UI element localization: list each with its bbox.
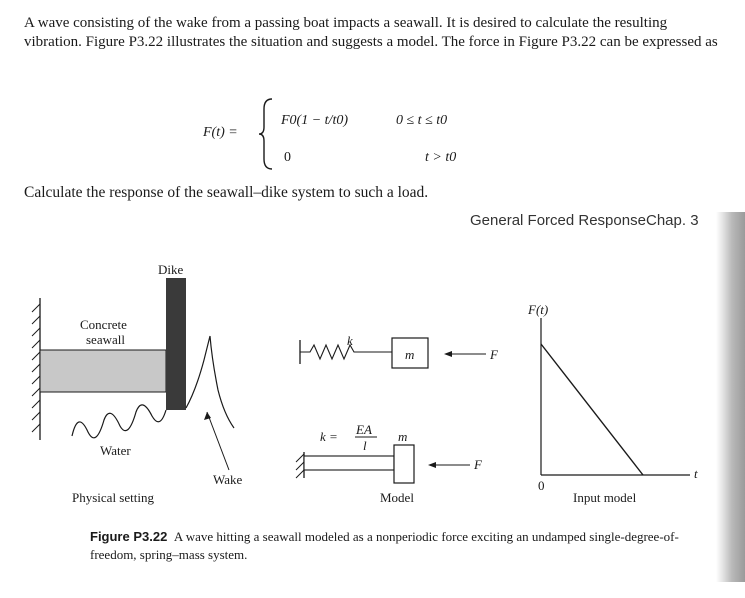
input-xlabel: t — [694, 466, 698, 481]
page-header-title: General Forced Response — [470, 212, 646, 229]
mass-top-label: m — [405, 347, 415, 362]
equation-brace — [258, 97, 278, 171]
wake-label: Wake — [213, 472, 243, 487]
model-spring-mass — [300, 338, 486, 368]
question-text: Calculate the response of the seawall–dike system to such a load. — [24, 184, 429, 201]
k-eq-numerator: EA — [356, 422, 372, 437]
figure-p3-22 — [0, 240, 716, 520]
mass-bottom-label: m — [398, 429, 408, 444]
k-eq-denominator: l — [363, 438, 367, 453]
equation-case1-cond: 0 ≤ t ≤ t0 — [396, 113, 448, 128]
equation-case1-expr: F0(1 − t/t0) — [281, 113, 348, 128]
scan-shadow — [716, 212, 745, 582]
model-caption: Model — [380, 490, 414, 505]
physical-setting-drawing — [32, 278, 234, 470]
figure-caption — [90, 528, 700, 564]
spring-k-label: k — [347, 333, 353, 348]
wake-arrow — [207, 412, 229, 470]
physical-setting-caption: Physical setting — [72, 490, 154, 505]
input-model-caption: Input model — [573, 490, 637, 505]
ground-hatch — [32, 304, 40, 432]
k-eq-lhs: k = — [320, 429, 338, 444]
equation-lhs: F(t) = — [203, 125, 238, 140]
spring — [300, 345, 392, 359]
mass-block-bottom — [394, 445, 414, 483]
wake-wave — [186, 336, 234, 428]
equation — [0, 0, 745, 180]
rod — [304, 456, 394, 470]
water-label: Water — [100, 443, 131, 458]
page-header-chapter: Chap. 3 — [646, 212, 699, 229]
input-model-plot — [541, 318, 690, 475]
figure-caption-text: A wave hitting a seawall modeled as a nonperiodic force exciting an undamped single-degree-of-freedom, spring–mass system. — [90, 529, 679, 562]
equation-case2-cond: t > t0 — [425, 150, 457, 165]
problem-statement: A wave consisting of the wake from a passing boat impacts a seawall. It is desired to calculate the resulting vibration. Figure P3.22 illustrates the situation and suggests a model. The force in Figure P3.22 can be expressed as — [24, 15, 718, 50]
equation-case2-expr: 0 — [284, 150, 291, 165]
force-ramp-line — [541, 344, 643, 475]
figure-caption-label: Figure P3.22 — [90, 529, 168, 544]
seawall-block — [40, 350, 166, 392]
force-top-label: F — [490, 347, 498, 362]
seawall-label-2: seawall — [86, 332, 125, 347]
water-wave — [72, 405, 166, 438]
force-bottom-label: F — [474, 457, 482, 472]
dike-block — [166, 278, 186, 410]
input-ylabel: F(t) — [528, 302, 549, 317]
dike-label: Dike — [158, 262, 184, 277]
seawall-label-1: Concrete — [80, 317, 127, 332]
input-origin: 0 — [538, 478, 545, 493]
